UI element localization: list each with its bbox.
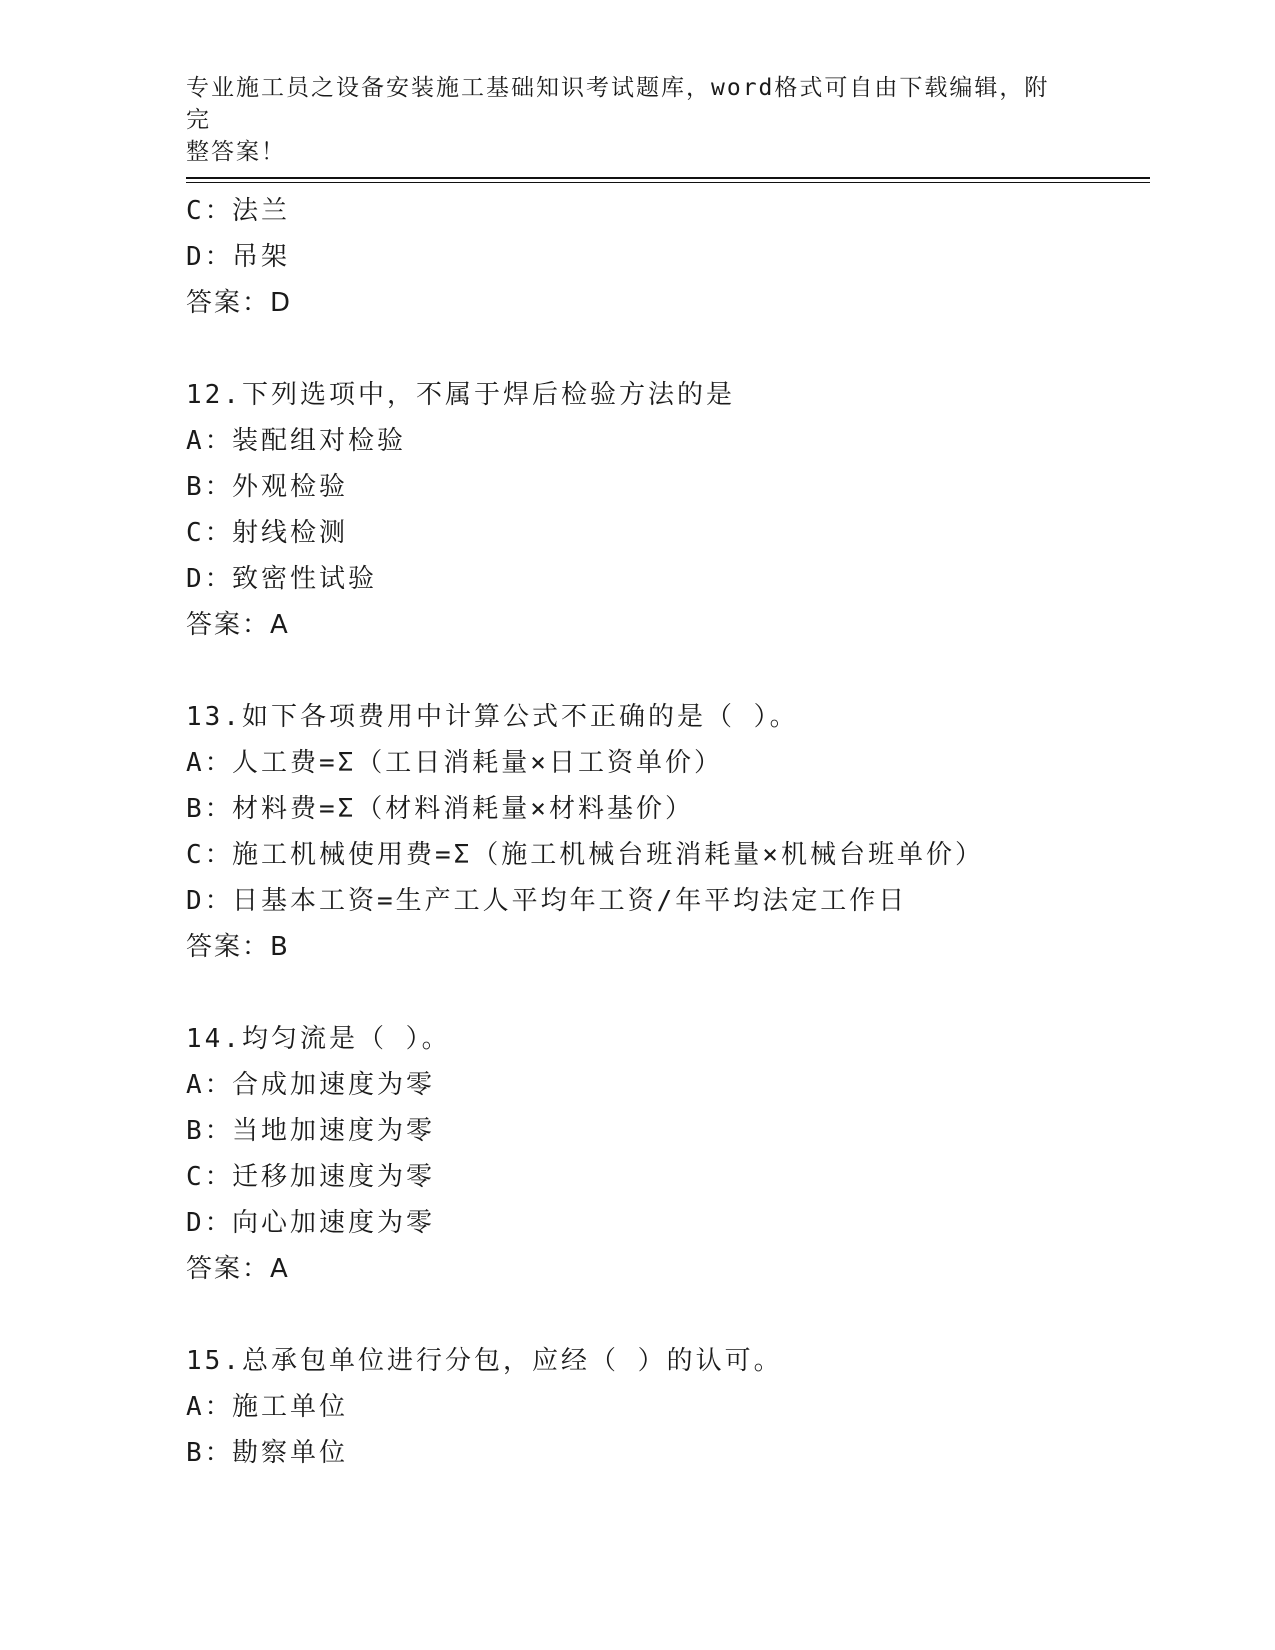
option-label: D： — [186, 564, 234, 594]
option-b — [186, 1108, 1146, 1154]
spacer — [186, 970, 1146, 1016]
header-line-2: 整答案！ — [186, 139, 286, 165]
answer-line: 答案：A — [186, 1254, 290, 1284]
option-a — [186, 1062, 1146, 1108]
option-b — [186, 464, 1146, 510]
option-text: 材料费=Σ（材料消耗量×材料基价） — [232, 794, 694, 824]
question-13 — [186, 694, 1146, 970]
option-label: D： — [186, 1208, 234, 1238]
option-d — [186, 556, 1146, 602]
option-text: 装配组对检验 — [232, 426, 407, 456]
option-text: 勘察单位 — [232, 1438, 349, 1468]
answer-line: 答案：B — [186, 932, 290, 962]
option-label: D： — [186, 242, 234, 272]
option-label: C： — [186, 196, 234, 226]
option-label: C： — [186, 1162, 234, 1192]
option-label: A： — [186, 1392, 234, 1422]
option-a — [186, 1384, 1146, 1430]
header-rule-thin — [186, 182, 1150, 183]
option-text: 致密性试验 — [232, 564, 378, 594]
header-rule-thick — [186, 177, 1150, 179]
question-list — [186, 188, 1146, 1476]
option-a — [186, 740, 1146, 786]
answer-line: 答案：D — [186, 288, 293, 318]
spacer — [186, 648, 1146, 694]
answer-line: 答案：A — [186, 610, 290, 640]
option-text: 人工费=Σ（工日消耗量×日工资单价） — [232, 748, 723, 778]
option-text: 合成加速度为零 — [232, 1070, 436, 1100]
question-stem: 12.下列选项中，不属于焊后检验方法的是 — [186, 380, 735, 410]
question-stem: 15.总承包单位进行分包，应经（ ）的认可。 — [186, 1346, 783, 1376]
question-14 — [186, 1016, 1146, 1292]
option-text: 施工机械使用费=Σ（施工机械台班消耗量×机械台班单价） — [232, 840, 984, 870]
option-b — [186, 1430, 1146, 1476]
question-stem: 14.均匀流是（ ）。 — [186, 1024, 451, 1054]
option-label: B： — [186, 1116, 234, 1146]
option-label: A： — [186, 748, 234, 778]
option-label: D： — [186, 886, 234, 916]
option-label: B： — [186, 794, 234, 824]
option-text: 射线检测 — [232, 518, 349, 548]
option-c — [186, 510, 1146, 556]
option-label: B： — [186, 1438, 234, 1468]
option-text: 当地加速度为零 — [232, 1116, 436, 1146]
option-label: C： — [186, 518, 234, 548]
option-label: C： — [186, 840, 234, 870]
question-15 — [186, 1338, 1146, 1476]
option-label: B： — [186, 472, 234, 502]
option-text: 施工单位 — [232, 1392, 349, 1422]
option-text: 向心加速度为零 — [232, 1208, 436, 1238]
question-stem: 13.如下各项费用中计算公式不正确的是（ ）。 — [186, 702, 799, 732]
option-a — [186, 418, 1146, 464]
option-d — [186, 1200, 1146, 1246]
option-text: 日基本工资=生产工人平均年工资/年平均法定工作日 — [232, 886, 908, 916]
option-label: A： — [186, 1070, 234, 1100]
spacer — [186, 326, 1146, 372]
option-text: 迁移加速度为零 — [232, 1162, 436, 1192]
header-line-1: 专业施工员之设备安装施工基础知识考试题库，word格式可自由下载编辑，附完 — [186, 75, 1050, 133]
option-text: 吊架 — [232, 242, 291, 272]
spacer — [186, 1292, 1146, 1338]
option-c — [186, 1154, 1146, 1200]
question-12 — [186, 372, 1146, 648]
option-d — [186, 878, 1146, 924]
option-d — [186, 234, 1146, 280]
document-header — [186, 72, 1066, 168]
option-text: 外观检验 — [232, 472, 349, 502]
option-c — [186, 188, 1146, 234]
option-text: 法兰 — [232, 196, 291, 226]
option-c — [186, 832, 1146, 878]
question-11-fragment — [186, 188, 1146, 326]
option-b — [186, 786, 1146, 832]
option-label: A： — [186, 426, 234, 456]
